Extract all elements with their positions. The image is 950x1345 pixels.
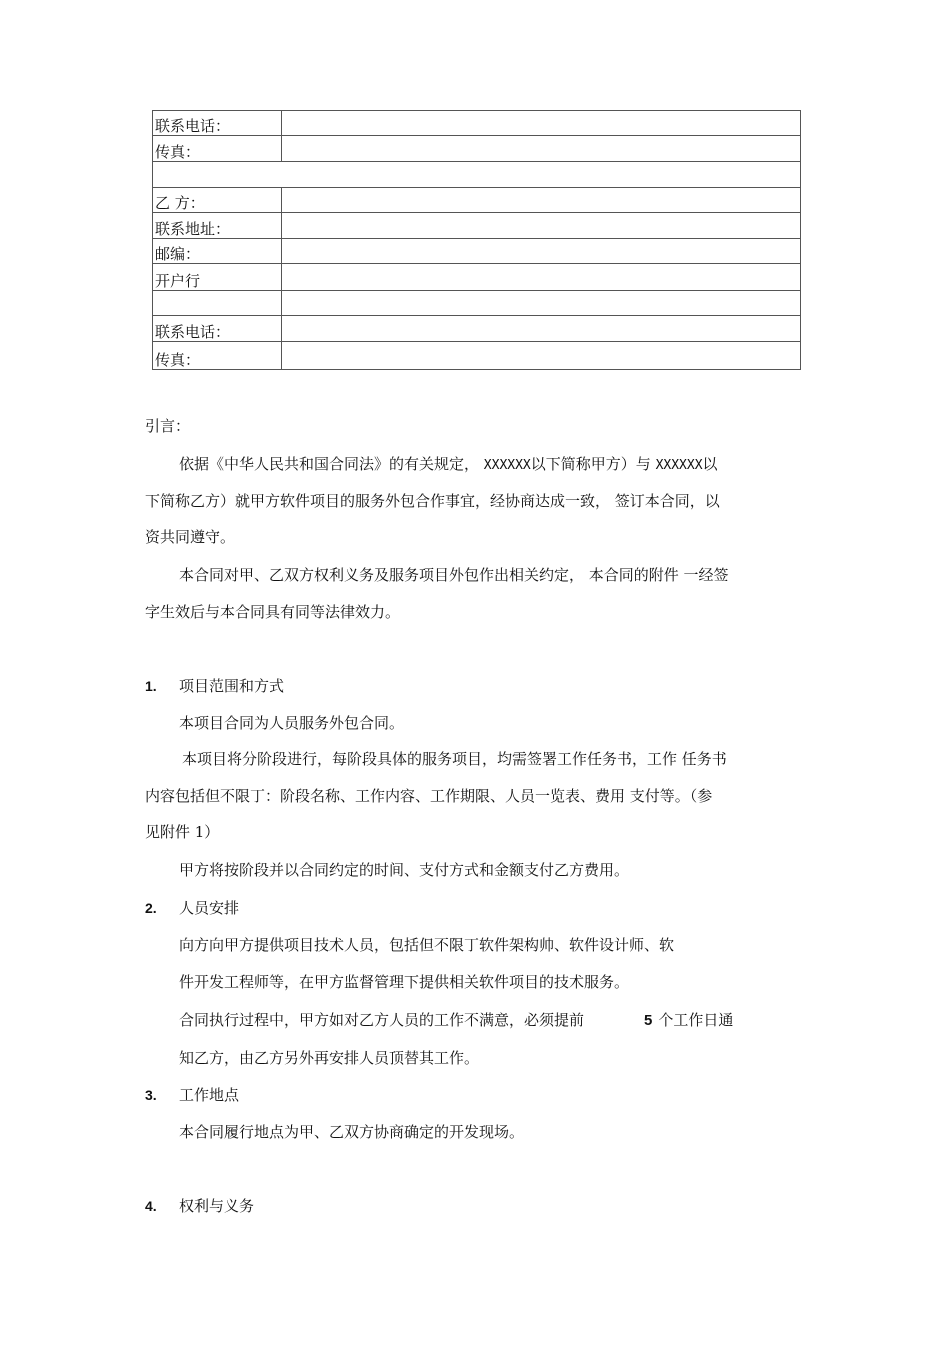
table-value-cell <box>282 213 801 239</box>
table-value-cell <box>282 136 801 162</box>
table-row <box>153 291 801 316</box>
table-row <box>153 111 801 136</box>
section-1-heading: 1. 项目范围和方式 <box>145 677 285 695</box>
section-1-line-4: 见附件 1） <box>145 823 220 841</box>
table-value-cell <box>282 291 801 316</box>
table-value-cell <box>282 264 801 291</box>
intro-heading: 引言： <box>145 417 191 435</box>
party-b-placeholder: XXXXXX <box>655 458 703 473</box>
table-cell-merged <box>153 162 801 188</box>
table-row <box>153 316 801 342</box>
intro-paragraph-1-line-2: 下简称乙方）就甲方软件项目的服务外包合作事宜，经协商达成一致， 签订本合同，以 <box>145 492 720 510</box>
intro-paragraph-2-line-2: 字生效后与本合同具有同等法律效力。 <box>145 603 401 621</box>
table-value-cell <box>282 316 801 342</box>
party-a-placeholder: XXXXXX <box>483 458 531 473</box>
table-row <box>153 136 801 162</box>
section-2-line-3: 合同执行过程中，甲方如对乙方人员的工作不满意，必须提前 5 个工作日通 <box>179 1002 844 1039</box>
intro-paragraph-1-line-3: 资共同遵守。 <box>145 528 236 546</box>
table-label-cell: 联系电话： <box>153 316 282 342</box>
table-label-cell: 邮编： <box>153 239 282 264</box>
section-2-heading: 2. 人员安排 <box>145 899 240 917</box>
section-1-line-2: 本项目将分阶段进行，每阶段具体的服务项目，均需签署工作任务书，工作 任务书 <box>182 750 727 768</box>
table-row <box>153 264 801 291</box>
section-1-line-3: 内容包括但不限丁：阶段名称、工作内容、工作期限、人员一览表、费用 支付等。（参 <box>145 787 713 805</box>
intro-paragraph-1-line-1: 依据《中华人民共和国合同法》的有关规定， XXXXXX以下简称甲方）与 XXXXXX以 <box>179 455 718 473</box>
table-value-cell <box>282 188 801 213</box>
table-row <box>153 239 801 264</box>
table-label-cell: 联系地址： <box>153 213 282 239</box>
table-label-cell <box>153 291 282 316</box>
section-2-line-4: 知乙方，由乙方另外再安排人员顶替其工作。 <box>179 1049 480 1067</box>
table-row <box>153 188 801 213</box>
table-label-cell: 乙 方： <box>153 188 282 213</box>
intro-paragraph-2-line-1: 本合同对甲、乙双方权利义务及服务项目外包作出相关约定， 本合同的附件 一经签 <box>179 566 729 584</box>
table-value-cell <box>282 342 801 370</box>
contact-info-table <box>152 110 801 370</box>
table-value-cell <box>282 239 801 264</box>
table-row <box>153 162 801 188</box>
table-value-cell <box>282 111 801 136</box>
section-3-line-1: 本合同履行地点为甲、乙双方协商确定的开发现场。 <box>179 1123 525 1141</box>
section-2-line-1: 向方向甲方提供项目技术人员，包括但不限丁软件架构帅、软件设计师、软 <box>179 936 675 954</box>
table-row <box>153 213 801 239</box>
section-1-line-5: 甲方将按阶段并以合同约定的时间、支付方式和金额支付乙方费用。 <box>179 861 630 879</box>
table-label-cell: 传真： <box>153 136 282 162</box>
section-1-line-1: 本项目合同为人员服务外包合同。 <box>179 714 405 732</box>
table-row <box>153 342 801 370</box>
table-label-cell: 联系电话： <box>153 111 282 136</box>
table-label-cell: 开户行 <box>153 264 282 291</box>
table-label-cell: 传真： <box>153 342 282 370</box>
section-3-heading: 3. 工作地点 <box>145 1086 240 1104</box>
section-2-line-2: 件开发工程师等，在甲方监督管理下提供相关软件项目的技术服务。 <box>179 973 630 991</box>
notice-days: 5 <box>644 1012 653 1029</box>
section-4-heading: 4. 权利与义务 <box>145 1197 255 1215</box>
